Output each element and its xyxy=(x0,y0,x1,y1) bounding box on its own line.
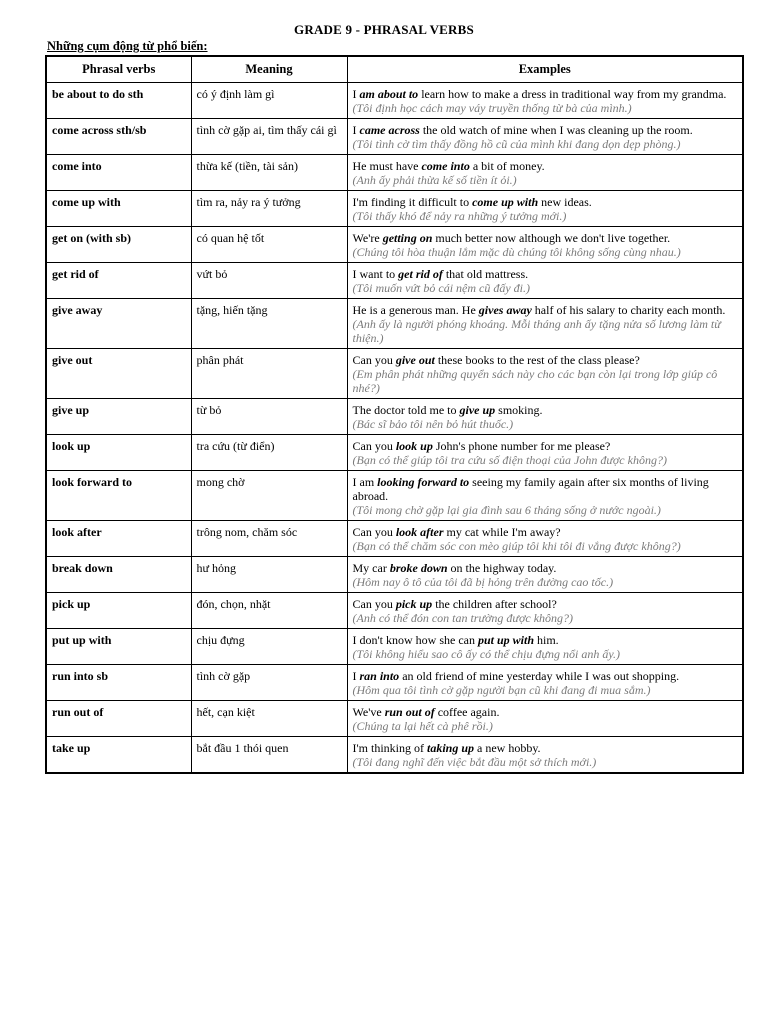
table-row xyxy=(46,227,743,263)
example-text-before: I xyxy=(352,87,360,101)
example-translation: (Tôi đang nghĩ đến việc bắt đầu một sở thích mới.) xyxy=(352,755,597,769)
example-text-after: half of his salary to charity each month. xyxy=(531,303,726,317)
example-text-before: I'm finding it difficult to xyxy=(352,195,473,209)
example-text-after: much better now although we don't live together. xyxy=(432,231,671,245)
example-text-after: the children after school? xyxy=(432,597,557,611)
table-row xyxy=(46,701,743,737)
meaning-cell: từ bỏ xyxy=(191,399,347,435)
example-phrasal-verb: look after xyxy=(395,525,444,539)
meaning-cell: phân phát xyxy=(191,349,347,399)
example-phrasal-verb: look up xyxy=(395,439,433,453)
example-phrasal-verb: am about to xyxy=(359,87,419,101)
example-text-after: that old mattress. xyxy=(442,267,529,281)
table-row xyxy=(46,471,743,521)
example-translation: (Anh ấy là người phóng khoáng. Mỗi tháng anh ấy tặng nửa số lương làm từ thiện.) xyxy=(352,317,721,345)
phrasal-verb-cell: get rid of xyxy=(46,263,191,299)
example-cell xyxy=(347,119,743,155)
example-cell xyxy=(347,557,743,593)
meaning-cell: trông nom, chăm sóc xyxy=(191,521,347,557)
example-phrasal-verb: come up with xyxy=(472,195,539,209)
example-text-after: John's phone number for me please? xyxy=(432,439,611,453)
example-phrasal-verb: broke down xyxy=(389,561,448,575)
example-text-before: The doctor told me to xyxy=(352,403,460,417)
example-cell xyxy=(347,593,743,629)
meaning-cell: có quan hệ tốt xyxy=(191,227,347,263)
meaning-cell: có ý định làm gì xyxy=(191,83,347,119)
example-translation: (Tôi muốn vứt bỏ cái nệm cũ đấy đi.) xyxy=(352,281,531,295)
example-phrasal-verb: give up xyxy=(459,403,496,417)
example-text-before: I want to xyxy=(352,267,399,281)
example-phrasal-verb: come into xyxy=(421,159,470,173)
table-row xyxy=(46,191,743,227)
example-text-after: the old watch of mine when I was cleaning up the room. xyxy=(419,123,693,137)
example-cell xyxy=(347,227,743,263)
example-text-before: Can you xyxy=(352,353,396,367)
example-text-after: an old friend of mine yesterday while I was out shopping. xyxy=(399,669,680,683)
example-text-before: I am xyxy=(352,475,378,489)
table-row xyxy=(46,737,743,774)
column-header-phrasal-verbs: Phrasal verbs xyxy=(46,56,191,83)
example-phrasal-verb: put up with xyxy=(477,633,535,647)
example-text-before: I'm thinking of xyxy=(352,741,427,755)
example-translation: (Bạn có thể chăm sóc con mèo giúp tôi khi tôi đi vắng được không?) xyxy=(352,539,681,553)
meaning-cell: đón, chọn, nhặt xyxy=(191,593,347,629)
example-text-before: My car xyxy=(352,561,390,575)
example-text-after: smoking. xyxy=(495,403,543,417)
example-translation: (Em phân phát những quyển sách này cho các bạn còn lại trong lớp giúp cô nhé?) xyxy=(352,367,718,395)
meaning-cell: bắt đầu 1 thói quen xyxy=(191,737,347,774)
example-translation: (Chúng tôi hòa thuận lắm mặc dù chúng tôi không sống cùng nhau.) xyxy=(352,245,681,259)
phrasal-verb-cell: take up xyxy=(46,737,191,774)
example-text-before: I don't know how she can xyxy=(352,633,478,647)
phrasal-verb-cell: look after xyxy=(46,521,191,557)
phrasal-verb-cell: be about to do sth xyxy=(46,83,191,119)
example-cell xyxy=(347,191,743,227)
example-phrasal-verb: gives away xyxy=(478,303,532,317)
example-text-after: seeing my family again after six months of living abroad. xyxy=(352,475,709,503)
phrasal-verb-cell: give out xyxy=(46,349,191,399)
example-text-after: on the highway today. xyxy=(447,561,557,575)
meaning-cell: tặng, hiến tặng xyxy=(191,299,347,349)
table-row xyxy=(46,83,743,119)
example-text-before: I xyxy=(352,669,360,683)
example-phrasal-verb: getting on xyxy=(382,231,433,245)
table-row xyxy=(46,119,743,155)
table-row xyxy=(46,349,743,399)
example-text-after: coffee again. xyxy=(434,705,500,719)
example-text-after: these books to the rest of the class please? xyxy=(434,353,640,367)
phrasal-verb-cell: come up with xyxy=(46,191,191,227)
example-text-before: Can you xyxy=(352,439,396,453)
example-translation: (Tôi không hiểu sao cô ấy có thể chịu đựng nổi anh ấy.) xyxy=(352,647,620,661)
example-translation: (Hôm nay ô tô của tôi đã bị hỏng trên đường cao tốc.) xyxy=(352,575,614,589)
example-text-after: a new hobby. xyxy=(474,741,541,755)
meaning-cell: tìm ra, nảy ra ý tưởng xyxy=(191,191,347,227)
example-translation: (Tôi tình cờ tìm thấy đồng hồ cũ của mình khi đang dọn dẹp phòng.) xyxy=(352,137,681,151)
example-phrasal-verb: ran into xyxy=(359,669,400,683)
phrasal-verb-cell: look forward to xyxy=(46,471,191,521)
table-row xyxy=(46,521,743,557)
phrasal-verb-cell: look up xyxy=(46,435,191,471)
meaning-cell: vứt bỏ xyxy=(191,263,347,299)
meaning-cell: mong chờ xyxy=(191,471,347,521)
example-cell xyxy=(347,399,743,435)
table-row xyxy=(46,593,743,629)
table-row xyxy=(46,665,743,701)
phrasal-verb-cell: come into xyxy=(46,155,191,191)
table-row xyxy=(46,399,743,435)
example-translation: (Tôi thấy khó để nảy ra những ý tưởng mới.) xyxy=(352,209,567,223)
example-translation: (Bác sĩ bảo tôi nên bỏ hút thuốc.) xyxy=(352,417,514,431)
phrasal-verb-cell: pick up xyxy=(46,593,191,629)
example-text-before: We've xyxy=(352,705,385,719)
example-cell xyxy=(347,435,743,471)
example-translation: (Bạn có thể giúp tôi tra cứu số điện thoại của John được không?) xyxy=(352,453,667,467)
example-phrasal-verb: get rid of xyxy=(398,267,443,281)
phrasal-verb-cell: get on (with sb) xyxy=(46,227,191,263)
example-cell xyxy=(347,629,743,665)
example-cell xyxy=(347,737,743,774)
phrasal-verb-cell: run out of xyxy=(46,701,191,737)
column-header-examples: Examples xyxy=(347,56,743,83)
example-cell xyxy=(347,299,743,349)
meaning-cell: thừa kế (tiền, tài sản) xyxy=(191,155,347,191)
example-text-before: I xyxy=(352,123,360,137)
example-text-before: Can you xyxy=(352,525,396,539)
example-phrasal-verb: came across xyxy=(359,123,420,137)
meaning-cell: hết, cạn kiệt xyxy=(191,701,347,737)
table-row xyxy=(46,557,743,593)
meaning-cell: hư hỏng xyxy=(191,557,347,593)
example-text-before: He is a generous man. He xyxy=(352,303,479,317)
phrasal-verb-cell: run into sb xyxy=(46,665,191,701)
example-phrasal-verb: looking forward to xyxy=(377,475,470,489)
table-row xyxy=(46,435,743,471)
example-cell xyxy=(347,701,743,737)
example-text-after: new ideas. xyxy=(538,195,592,209)
example-translation: (Hôm qua tôi tình cờ gặp người bạn cũ khi đang đi mua sắm.) xyxy=(352,683,651,697)
example-translation: (Tôi định học cách may váy truyền thống từ bà của mình.) xyxy=(352,101,632,115)
phrasal-verb-cell: give away xyxy=(46,299,191,349)
example-text-after: him. xyxy=(534,633,559,647)
section-subtitle: Những cụm động từ phổ biến: xyxy=(47,39,208,53)
phrasal-verb-cell: come across sth/sb xyxy=(46,119,191,155)
example-text-before: Can you xyxy=(352,597,396,611)
meaning-cell: tra cứu (từ điển) xyxy=(191,435,347,471)
example-text-before: We're xyxy=(352,231,383,245)
phrasal-verb-cell: give up xyxy=(46,399,191,435)
table-row xyxy=(46,155,743,191)
phrasal-verb-cell: put up with xyxy=(46,629,191,665)
page-title: GRADE 9 - PHRASAL VERBS xyxy=(294,22,474,37)
example-text-after: a bit of money. xyxy=(469,159,545,173)
example-text-before: He must have xyxy=(352,159,422,173)
example-cell xyxy=(347,471,743,521)
example-phrasal-verb: taking up xyxy=(427,741,475,755)
table-row xyxy=(46,299,743,349)
table-row xyxy=(46,263,743,299)
column-header-meaning: Meaning xyxy=(191,56,347,83)
phrasal-verb-cell: break down xyxy=(46,557,191,593)
example-text-after: learn how to make a dress in traditional way from my grandma. xyxy=(418,87,727,101)
example-cell xyxy=(347,155,743,191)
example-text-after: my cat while I'm away? xyxy=(443,525,561,539)
example-phrasal-verb: run out of xyxy=(384,705,435,719)
example-cell xyxy=(347,263,743,299)
example-cell xyxy=(347,521,743,557)
example-translation: (Anh ấy phải thừa kế số tiền ít ỏi.) xyxy=(352,173,517,187)
example-cell xyxy=(347,83,743,119)
example-phrasal-verb: give out xyxy=(395,353,435,367)
phrasal-verbs-table xyxy=(45,55,744,774)
example-translation: (Chúng ta lại hết cà phê rồi.) xyxy=(352,719,493,733)
table-row xyxy=(46,629,743,665)
example-cell xyxy=(347,349,743,399)
example-translation: (Anh có thể đón con tan trường được không?) xyxy=(352,611,574,625)
example-cell xyxy=(347,665,743,701)
meaning-cell: tình cờ gặp xyxy=(191,665,347,701)
meaning-cell: chịu đựng xyxy=(191,629,347,665)
example-translation: (Tôi mong chờ gặp lại gia đình sau 6 tháng sống ở nước ngoài.) xyxy=(352,503,661,517)
table-header-row xyxy=(46,56,743,83)
example-phrasal-verb: pick up xyxy=(395,597,433,611)
meaning-cell: tình cờ gặp ai, tìm thấy cái gì xyxy=(191,119,347,155)
